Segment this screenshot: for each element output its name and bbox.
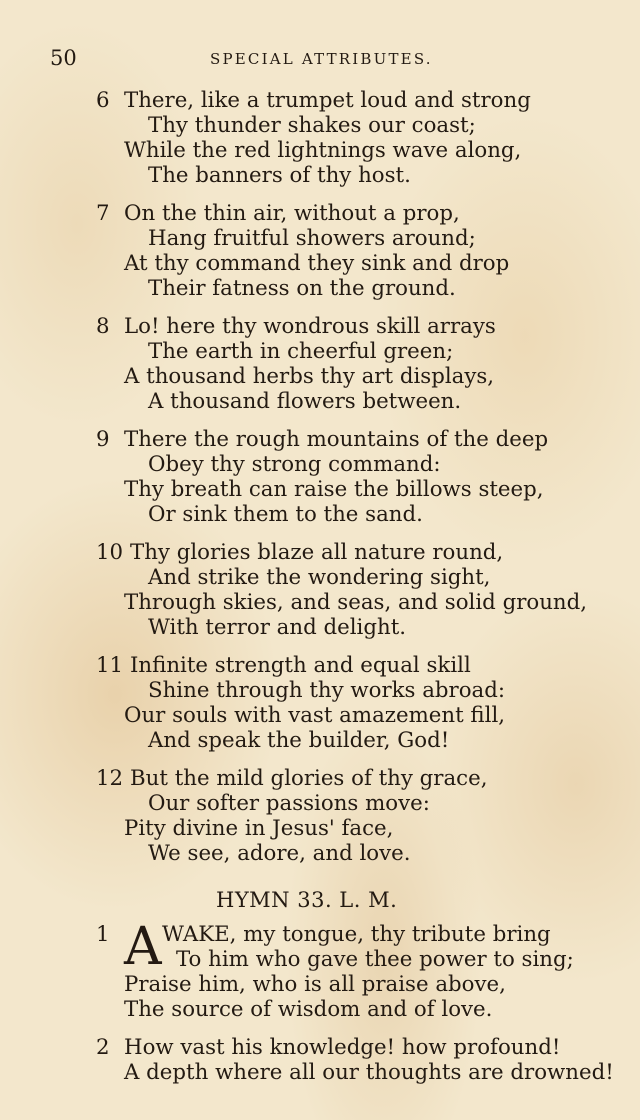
stanza-number: 7 — [96, 201, 110, 227]
stanza-number: 6 — [96, 88, 110, 113]
hymn-33-stanza-1 — [96, 916, 626, 1023]
verse-line: There, like a trumpet loud and strong — [124, 88, 531, 113]
verse-line: Thy thunder shakes our coast; — [148, 112, 476, 138]
verse-line: WAKE, my tongue, thy tribute bring — [162, 921, 551, 947]
verse-line: We see, adore, and love. — [148, 841, 411, 867]
verse-line: Their fatness on the ground. — [148, 275, 456, 301]
verse-line: Thy breath can raise the billows steep, — [124, 476, 544, 502]
verse-line: On the thin air, without a prop, — [124, 201, 460, 227]
stanza-12 — [96, 767, 626, 867]
hymn-title: HYMN 33. L. M. — [216, 887, 398, 912]
verse-line: While the red lightnings wave along, — [124, 137, 522, 163]
verse-line: Praise him, who is all praise above, — [124, 971, 506, 997]
verse-line: The banners of thy host. — [148, 162, 411, 188]
verse-line: Through skies, and seas, and solid ground, — [124, 590, 588, 616]
stanza-10 — [96, 541, 626, 641]
stanza-number: 8 — [96, 314, 110, 340]
stanza-7 — [96, 202, 626, 302]
stanza-number: 11 — [96, 653, 124, 679]
verse-line: Hang fruitful showers around; — [148, 225, 476, 251]
verse-line: A thousand herbs thy art displays, — [124, 363, 495, 389]
verse-line: But the mild glories of thy grace, — [130, 766, 488, 792]
verse-line: Our souls with vast amazement fill, — [124, 703, 506, 729]
verse-line: The source of wisdom and of love. — [124, 996, 493, 1022]
stanza-number: 10 — [96, 540, 124, 566]
verse-line: With terror and delight. — [148, 614, 407, 640]
stanza-6 — [96, 89, 626, 189]
page-number: 50 — [50, 46, 77, 70]
verse-line: Our softer passions move: — [148, 791, 430, 817]
verse-line: At thy command they sink and drop — [124, 250, 510, 276]
stanza-11 — [96, 654, 626, 754]
verse-line: Infinite strength and equal skill — [130, 653, 471, 679]
verse-line: Pity divine in Jesus' face, — [124, 816, 394, 842]
stanza-number: 9 — [96, 427, 110, 453]
verse-line: To him who gave thee power to sing; — [176, 946, 574, 972]
verse-line: Thy glories blaze all nature round, — [130, 540, 504, 566]
verse-line: The earth in cheerful green; — [148, 339, 454, 365]
page-content — [96, 89, 626, 1099]
stanza-number: 2 — [96, 1035, 110, 1060]
verse-line: A thousand flowers between. — [148, 388, 462, 414]
verse-line: How vast his knowledge! how profound! — [124, 1035, 561, 1060]
verse-line: And speak the builder, God! — [148, 727, 450, 753]
drop-capital: A — [124, 916, 162, 977]
stanza-9 — [96, 428, 626, 528]
page-header — [0, 46, 640, 76]
verse-line: A depth where all our thoughts are drowned! — [124, 1059, 614, 1085]
stanza-8 — [96, 315, 626, 415]
stanza-number: 12 — [96, 766, 124, 792]
verse-line: Lo! here thy wondrous skill arrays — [124, 314, 496, 340]
running-head: SPECIAL ATTRIBUTES. — [210, 50, 433, 68]
hymn-33-stanza-2 — [96, 1036, 626, 1086]
verse-line: Obey thy strong command: — [148, 452, 441, 478]
stanza-number: 1 — [96, 921, 110, 947]
verse-line: Or sink them to the sand. — [148, 501, 423, 527]
verse-line: Shine through thy works abroad: — [148, 678, 506, 704]
verse-line: There the rough mountains of the deep — [124, 427, 549, 453]
verse-line: And strike the wondering sight, — [148, 565, 491, 591]
